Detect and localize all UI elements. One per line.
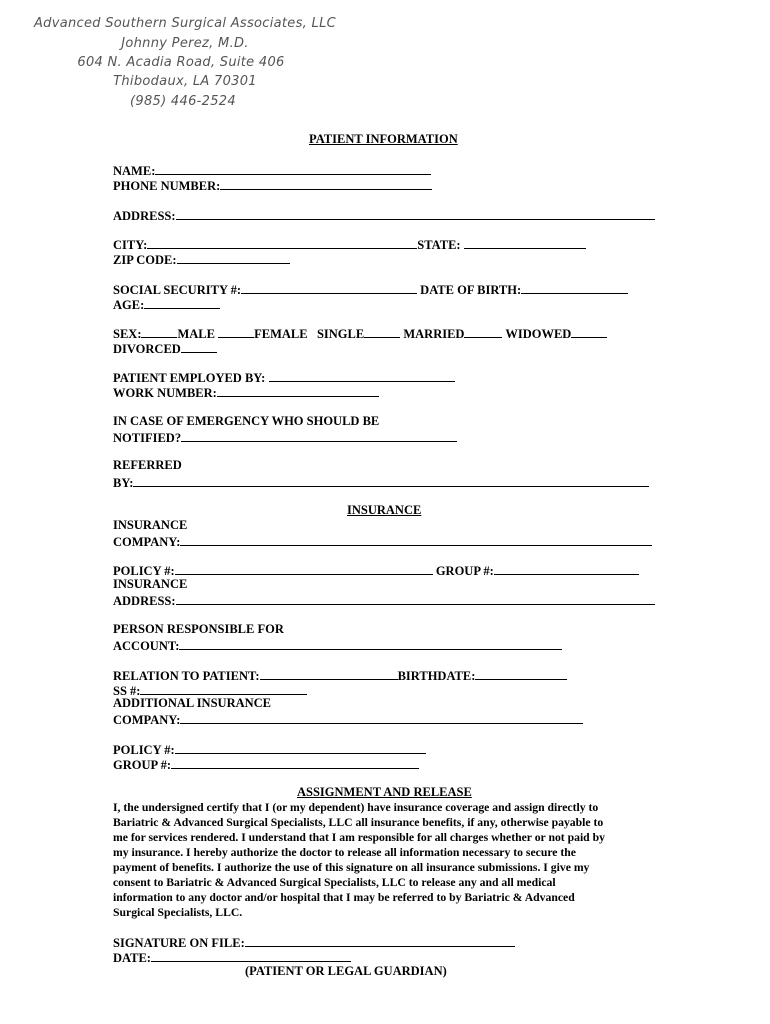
additional-company-field[interactable]	[180, 711, 583, 724]
responsible-field[interactable]	[179, 637, 562, 650]
state-field[interactable]	[464, 236, 586, 249]
assignment-paragraph: I, the undersigned certify that I (or my dependent) have insurance coverage and assign directly to Bariatric & Advanced Surgical Specialists, LLC all insurance benefits, if any, otherwise payable to me for services rendered. I understand that I am responsible for all charges whether or not paid by my insurance. I hereby authorize the doctor to release all information necessary to secure the payment of benefits. I authorize the use of this signature on all insurance submissions. I give my consent to Bariatric & Advanced Surgical Specialists, LLC to release any and all medical information to any doctor and/or hospital that I may be referred to by Bariatric & Advanced Surgical Specialists, LLC.	[113, 801, 605, 919]
work-number-field[interactable]	[217, 384, 379, 397]
insurance-company-row: COMPANY:	[113, 533, 652, 550]
insurance-address-label: INSURANCE	[113, 577, 188, 591]
city-field[interactable]	[147, 236, 417, 249]
emergency-row: NOTIFIED?	[113, 429, 457, 446]
divorced-check[interactable]	[181, 340, 217, 353]
insurance-company-label: INSURANCE	[113, 518, 188, 532]
group-field[interactable]	[494, 562, 639, 575]
married-check[interactable]	[464, 325, 502, 338]
age-row: AGE:	[113, 296, 220, 313]
emergency-label: IN CASE OF EMERGENCY WHO SHOULD BE	[113, 414, 380, 428]
age-field[interactable]	[144, 296, 220, 309]
widowed-check[interactable]	[571, 325, 607, 338]
employer-field[interactable]	[269, 369, 455, 382]
ssn-dob-row: SOCIAL SECURITY #: DATE OF BIRTH:	[113, 281, 628, 298]
insurance-company-field[interactable]	[180, 533, 652, 546]
zip-row: ZIP CODE:	[113, 251, 290, 268]
practice-city: Thibodaux, LA 70301	[113, 74, 257, 89]
referred-label: REFERRED	[113, 458, 182, 472]
address-row: ADDRESS:	[113, 207, 655, 224]
relation-birthdate-row: RELATION TO PATIENT: BIRTHDATE:	[113, 667, 567, 684]
zip-field[interactable]	[177, 251, 290, 264]
ssn-field[interactable]	[241, 281, 417, 294]
guardian-caption: (PATIENT OR LEGAL GUARDIAN)	[245, 964, 447, 978]
date-row: DATE:	[113, 949, 351, 966]
date-field[interactable]	[151, 949, 351, 962]
additional-company-row: COMPANY:	[113, 711, 583, 728]
female-check[interactable]	[218, 325, 254, 338]
referred-row: BY:	[113, 474, 649, 491]
policy2-row: POLICY #:	[113, 741, 426, 758]
assignment-title: ASSIGNMENT AND RELEASE	[297, 785, 472, 799]
birthdate-field[interactable]	[475, 667, 567, 680]
group2-row: GROUP #:	[113, 756, 419, 773]
single-check[interactable]	[364, 325, 400, 338]
practice-phone: (985) 446-2524	[130, 94, 236, 109]
dob-field[interactable]	[521, 281, 628, 294]
policy2-field[interactable]	[175, 741, 426, 754]
employer-row: PATIENT EMPLOYED BY:	[113, 369, 455, 386]
phone-field[interactable]	[220, 177, 432, 190]
group2-field[interactable]	[171, 756, 419, 769]
practice-street: 604 N. Acadia Road, Suite 406	[77, 55, 285, 70]
work-number-row: WORK NUMBER:	[113, 384, 379, 401]
doctor-name: Johnny Perez, M.D.	[121, 36, 249, 51]
insurance-title: INSURANCE	[347, 503, 422, 517]
signature-field[interactable]	[245, 934, 515, 947]
ss-row: SS #:	[113, 682, 307, 699]
emergency-field[interactable]	[181, 429, 457, 442]
referred-field[interactable]	[133, 474, 649, 487]
address-field[interactable]	[176, 207, 655, 220]
male-check[interactable]	[141, 325, 177, 338]
phone-row: PHONE NUMBER:	[113, 177, 432, 194]
policy-group-row: POLICY #: GROUP #:	[113, 562, 639, 579]
name-field[interactable]	[155, 162, 431, 175]
additional-insurance-label: ADDITIONAL INSURANCE	[113, 696, 272, 710]
divorced-row: DIVORCED	[113, 340, 217, 357]
insurance-address-row: ADDRESS:	[113, 592, 655, 609]
signature-row: SIGNATURE ON FILE:	[113, 934, 515, 951]
name-row: NAME:	[113, 162, 431, 179]
relation-field[interactable]	[260, 667, 398, 680]
policy-field[interactable]	[175, 562, 433, 575]
city-state-row: CITY: STATE:	[113, 236, 586, 253]
ss-field[interactable]	[140, 682, 307, 695]
insurance-address-field[interactable]	[176, 592, 655, 605]
sex-status-row: SEX: MALE FEMALE SINGLE MARRIED WIDOWED	[113, 325, 607, 342]
responsible-label: PERSON RESPONSIBLE FOR	[113, 622, 284, 636]
responsible-row: ACCOUNT:	[113, 637, 562, 654]
patient-information-title: PATIENT INFORMATION	[309, 132, 458, 146]
practice-name: Advanced Southern Surgical Associates, LLC	[33, 16, 337, 31]
